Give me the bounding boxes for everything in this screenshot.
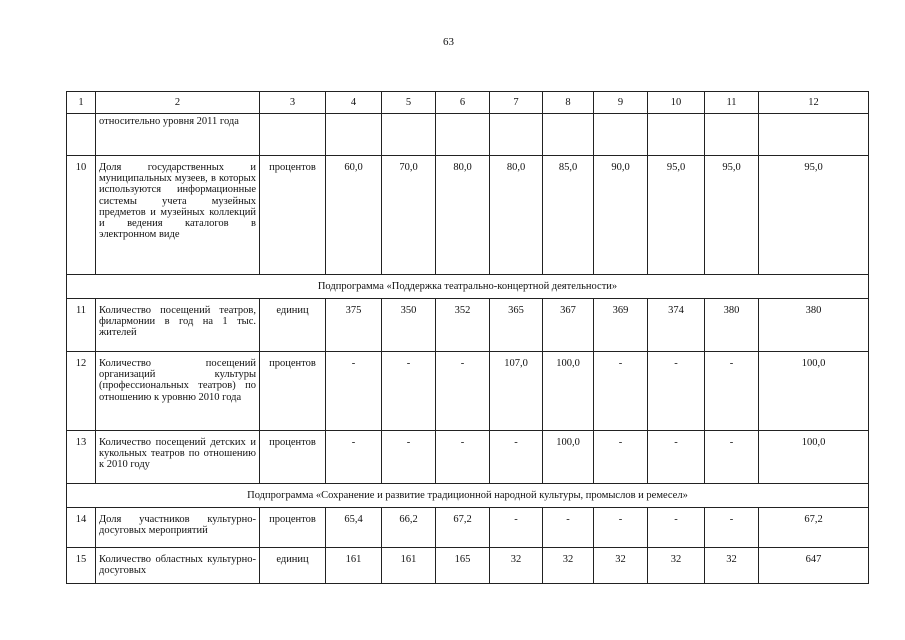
value-cell: - xyxy=(436,352,490,431)
unit-cell xyxy=(260,114,326,156)
unit-cell: процентов xyxy=(260,352,326,431)
row-number: 11 xyxy=(67,299,96,352)
value-cell: - xyxy=(490,508,543,548)
value-cell: 100,0 xyxy=(543,352,594,431)
subprogram-row xyxy=(67,484,869,508)
value-cell: 380 xyxy=(759,299,869,352)
indicator-text: Количество посещений детских и кукольных театров по отношению к 2010 году xyxy=(96,431,260,484)
row-number: 12 xyxy=(67,352,96,431)
value-cell: 60,0 xyxy=(326,156,382,275)
indicator-text: Доля участников культурно-досуговых мероприятий xyxy=(96,508,260,548)
value-cell: - xyxy=(490,431,543,484)
column-header: 1 xyxy=(67,92,96,114)
value-cell: 161 xyxy=(382,548,436,584)
column-header: 8 xyxy=(543,92,594,114)
value-cell xyxy=(705,114,759,156)
value-cell: - xyxy=(436,431,490,484)
value-cell: - xyxy=(382,431,436,484)
indicator-text: Количество областных культурно-досуговых xyxy=(96,548,260,584)
value-cell: 66,2 xyxy=(382,508,436,548)
column-header: 11 xyxy=(705,92,759,114)
value-cell: - xyxy=(705,431,759,484)
unit-cell: единиц xyxy=(260,548,326,584)
indicator-text: Количество посещений театров, филармонии в год на 1 тыс. жителей xyxy=(96,299,260,352)
unit-cell: процентов xyxy=(260,431,326,484)
indicator-text: относительно уровня 2011 года xyxy=(96,114,260,156)
column-header: 5 xyxy=(382,92,436,114)
row-number: 14 xyxy=(67,508,96,548)
column-header: 12 xyxy=(759,92,869,114)
value-cell: 95,0 xyxy=(648,156,705,275)
table-row xyxy=(67,299,869,352)
value-cell xyxy=(543,114,594,156)
row-number: 15 xyxy=(67,548,96,584)
column-header: 7 xyxy=(490,92,543,114)
row-number xyxy=(67,114,96,156)
row-number: 10 xyxy=(67,156,96,275)
value-cell: 375 xyxy=(326,299,382,352)
value-cell: 67,2 xyxy=(436,508,490,548)
subprogram-row xyxy=(67,275,869,299)
value-cell: - xyxy=(326,431,382,484)
column-header: 3 xyxy=(260,92,326,114)
row-number: 13 xyxy=(67,431,96,484)
column-header: 10 xyxy=(648,92,705,114)
value-cell: 350 xyxy=(382,299,436,352)
value-cell: 369 xyxy=(594,299,648,352)
unit-cell: процентов xyxy=(260,508,326,548)
value-cell: 95,0 xyxy=(759,156,869,275)
value-cell: 380 xyxy=(705,299,759,352)
value-cell: 647 xyxy=(759,548,869,584)
value-cell: - xyxy=(648,508,705,548)
value-cell xyxy=(436,114,490,156)
value-cell: - xyxy=(705,352,759,431)
value-cell: 32 xyxy=(594,548,648,584)
indicator-text: Доля государственных и муниципальных музеев, в которых используются информационные системы учета музейных предметов и музейных коллекций и ведения каталогов в электронном виде xyxy=(96,156,260,275)
value-cell: 367 xyxy=(543,299,594,352)
indicators-table xyxy=(66,91,869,584)
page-number: 63 xyxy=(443,36,454,48)
value-cell: 80,0 xyxy=(436,156,490,275)
value-cell: - xyxy=(705,508,759,548)
value-cell: - xyxy=(382,352,436,431)
value-cell: 100,0 xyxy=(543,431,594,484)
value-cell: 32 xyxy=(648,548,705,584)
value-cell: 161 xyxy=(326,548,382,584)
value-cell: 165 xyxy=(436,548,490,584)
value-cell: 67,2 xyxy=(759,508,869,548)
value-cell: - xyxy=(543,508,594,548)
value-cell: - xyxy=(594,431,648,484)
value-cell: 32 xyxy=(543,548,594,584)
value-cell: - xyxy=(594,352,648,431)
value-cell: 32 xyxy=(705,548,759,584)
table-row xyxy=(67,431,869,484)
value-cell: 365 xyxy=(490,299,543,352)
value-cell: 100,0 xyxy=(759,431,869,484)
value-cell: 107,0 xyxy=(490,352,543,431)
value-cell xyxy=(759,114,869,156)
value-cell: - xyxy=(648,431,705,484)
value-cell: 85,0 xyxy=(543,156,594,275)
indicator-text: Количество посещений организаций культуры (профессиональных театров) по отношению к уровню 2010 года xyxy=(96,352,260,431)
table-row xyxy=(67,548,869,584)
value-cell: 374 xyxy=(648,299,705,352)
value-cell: - xyxy=(648,352,705,431)
unit-cell: единиц xyxy=(260,299,326,352)
column-header: 9 xyxy=(594,92,648,114)
table-row xyxy=(67,508,869,548)
value-cell: 95,0 xyxy=(705,156,759,275)
column-header: 2 xyxy=(96,92,260,114)
value-cell: 32 xyxy=(490,548,543,584)
value-cell: 80,0 xyxy=(490,156,543,275)
value-cell xyxy=(594,114,648,156)
value-cell xyxy=(490,114,543,156)
table-row-continued xyxy=(67,114,869,156)
value-cell: - xyxy=(326,352,382,431)
column-header: 4 xyxy=(326,92,382,114)
value-cell xyxy=(648,114,705,156)
subprogram-title: Подпрограмма «Поддержка театрально-концертной деятельности» xyxy=(67,275,869,299)
value-cell: 100,0 xyxy=(759,352,869,431)
header-row xyxy=(67,92,869,114)
value-cell: 90,0 xyxy=(594,156,648,275)
table-row xyxy=(67,156,869,275)
subprogram-title: Подпрограмма «Сохранение и развитие традиционной народной культуры, промыслов и ремесел» xyxy=(67,484,869,508)
table-row xyxy=(67,352,869,431)
value-cell: - xyxy=(594,508,648,548)
column-header: 6 xyxy=(436,92,490,114)
value-cell: 65,4 xyxy=(326,508,382,548)
unit-cell: процентов xyxy=(260,156,326,275)
value-cell: 352 xyxy=(436,299,490,352)
value-cell: 70,0 xyxy=(382,156,436,275)
value-cell xyxy=(382,114,436,156)
value-cell xyxy=(326,114,382,156)
